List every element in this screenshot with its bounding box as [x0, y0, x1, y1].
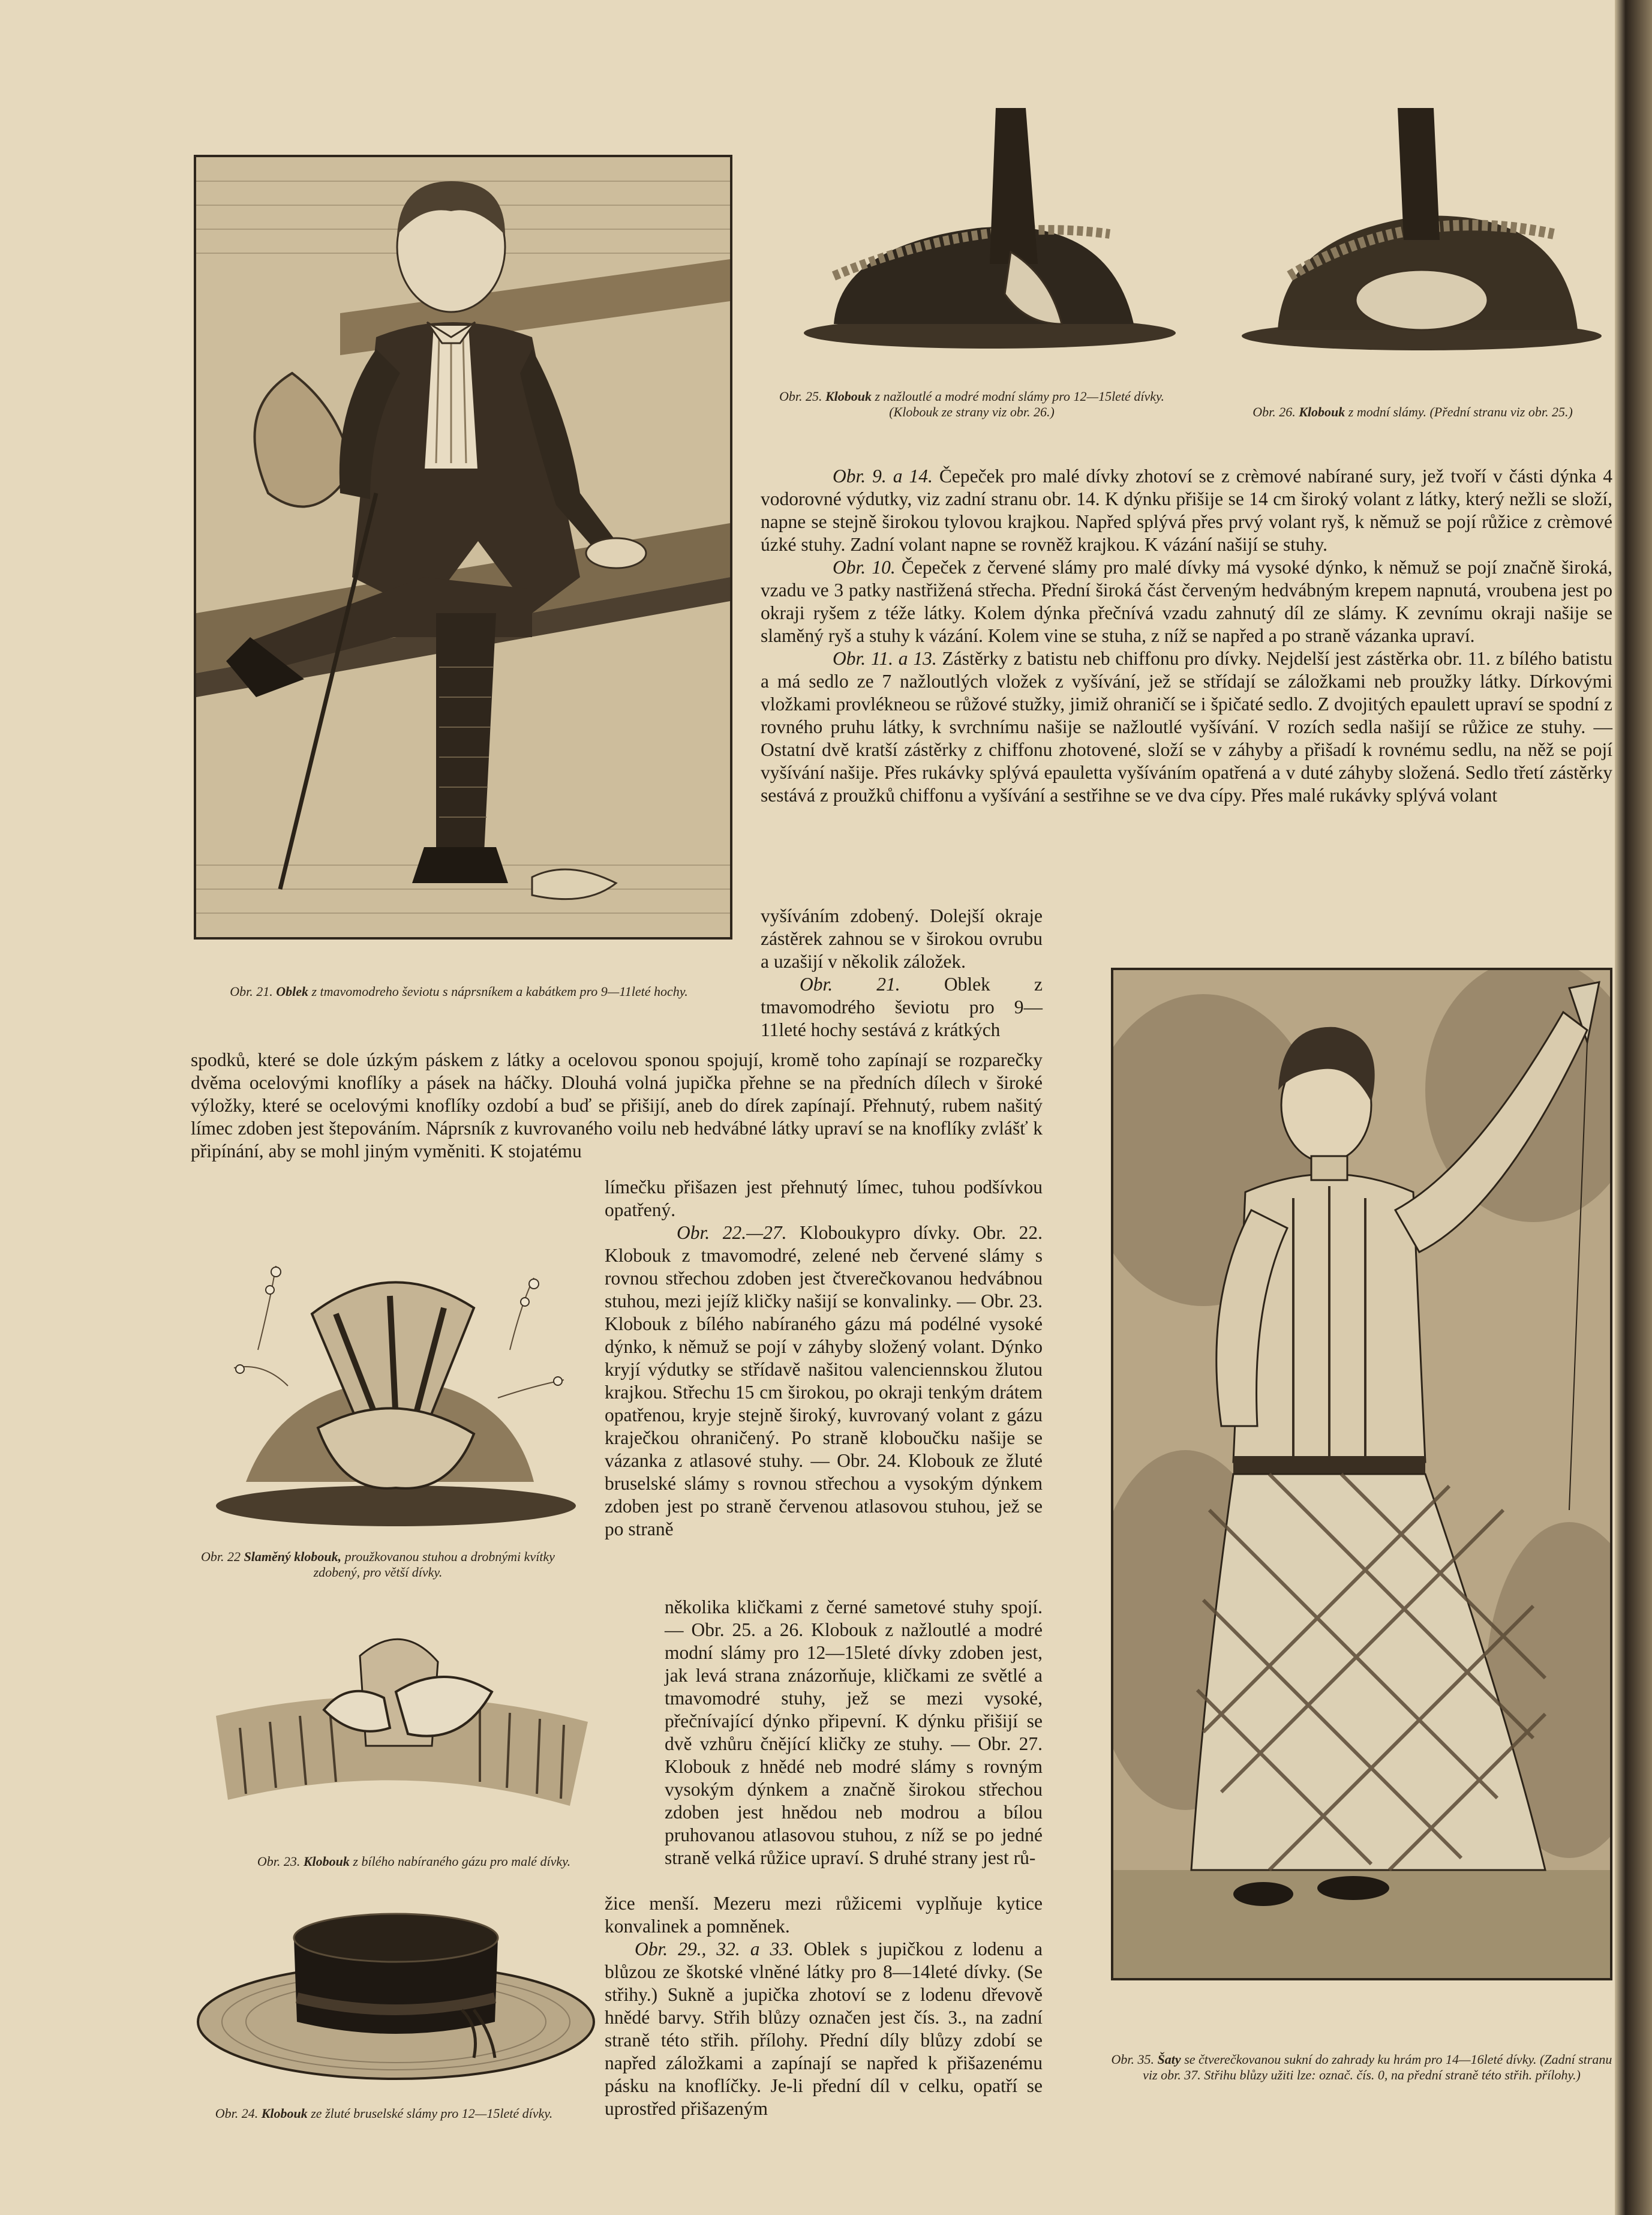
text-hats-end: žice menší. Mezeru mezi růžicemi vyplňuje kytice konvalinek a pomněnek. — [605, 1893, 1043, 1937]
ref-obr-11-13: Obr. 11. a 13. — [833, 648, 937, 669]
text-lower-column-3 — [605, 1892, 1043, 2120]
paragraph-caps — [761, 465, 1612, 556]
hat-side-engraving — [1230, 96, 1614, 354]
caption-fig23-bold: Klobouk — [303, 1854, 350, 1869]
figure-23-hat — [204, 1608, 600, 1824]
caption-fig24 — [186, 2106, 582, 2121]
gauze-hat-engraving — [204, 1608, 600, 1824]
ref-obr-21: Obr. 21. — [800, 974, 900, 995]
caption-fig35-text: se čtverečkovanou sukní do zahrady ku hrám pro 14—16leté dívky. (Zadní stranu viz obr. 37. Střihu blůzy užiti lze: označ. čís. 0, na přední straně této střih. přílohy.) — [1143, 2052, 1612, 2082]
girl-dress-engraving — [1113, 970, 1610, 1978]
text-boy-suit: Oblek z tmavomodrého ševiotu pro 9—11leté hochy sestává z krátkých — [761, 974, 1043, 1040]
text-loden-suit: Oblek s jupičkou z lodenu a blůzou ze škotské vlněné látky pro 8—14leté dívky. (Se střihy.) Sukně a jupička zhotoví se z lodenu dřevově hnědé barvy. Střih blůzy označen jest čís. 3., na zadní straně této střih. přílohy. Přední díly blůzy zdobí se napřed záložkami a zapínají se napřed k přišazenému pásku na knoflíčky. Je-li přední díl v celku, opatří se uprostřed přišazeným — [605, 1938, 1043, 2119]
paragraph-red-cap — [761, 556, 1612, 647]
caption-fig25-label: Obr. 25. — [779, 389, 822, 404]
figure-22-hat — [198, 1230, 588, 1530]
text-boy-suit-end: límečku přišazen jest přehnutý límec, tuhou podšívkou opatřený. — [605, 1176, 1043, 1220]
hat-front-engraving — [798, 96, 1182, 354]
caption-fig22-label: Obr. 22 — [201, 1549, 241, 1564]
caption-fig25 — [774, 389, 1170, 420]
text-aprons: Zástěrky z batistu neb chiffonu pro dívky. Nejdelší jest zástěrka obr. 11. z bílého batistu a má sedlo ze 7 nažloutlých vložek z vyšívání, jež se střídají se záložkami neb proužky látky. Dírkovými vložkami provlékneou se růžové stužky, jimiž ohraničí se i špičaté sedlo. Z dvojitých epaulett upraví se spodní z rovného pruhu látky, k svrchnímu našije se nažloutlé vyšívání. V rozích sedla našijí se růžice ze stuhy. — Ostatní dvě kratší zástěrky z chiffonu zhotovené, složí se v záhyby a přišadí k rovnému sedlu, na něž se pojí vyšívání našije. Přes rukávky splývá epauletta vyšíváním opatřená a v duté záhyby složená. Sedlo třetí zástěrky sestává z proužků chiffonu a vyšívání a sestřihne se ve dva cípy. Přes malé rukávky splývá volant — [761, 648, 1613, 806]
text-caps-1: Čepeček pro malé dívky zhotoví se z crèmové nabírané sury, jež tvoří v části dýnka 4 vodorovné výdutky, viz zadní stranu obr. 14. K dýnku přišije se 14 cm široký volant z látky, který nežli se složí, napne se stejně širokou tylovou krajkou. Napřed splývá přes prvý volant ryš, k němuž se pojí růžice z crèmové úzké stuhy. Zadní volant napne se rovněž krajkou. K vázání našijí se stuhy. — [761, 466, 1613, 555]
caption-fig21 — [189, 984, 729, 1000]
figure-26-hat — [1230, 96, 1614, 354]
text-narrow-column — [761, 905, 1043, 1042]
caption-fig24-bold: Klobouk — [261, 2106, 308, 2121]
caption-fig25-bold: Klobouk — [825, 389, 872, 404]
caption-fig26-text: z modní slámy. (Přední stranu viz obr. 25.) — [1348, 404, 1573, 419]
text-boy-suit-cont: spodků, které se dole úzkým páskem z látky a ocelovou sponou spojují, kromě toho zapínají se rozparečky dvěma ocelovými knoflíky a pásek na háčky. Dlouhá volná jupička přehne se na předních dílech v široké výložky, které se ocelovými knoflíky ozdobí a buď se přišijí, aneb do dírek zapínají. Přehnutý, rubem našitý límec zdoben jest štepováním. Náprsník z kuvrovaného voilu neb hedvábné látky upraví se na knoflíky zvlášť k připínání, aby se mohl jiným vyměniti. K stojatému — [191, 1049, 1043, 1161]
figure-21-boy-suit — [194, 155, 732, 940]
caption-fig24-label: Obr. 24. — [215, 2106, 259, 2121]
boater-hat-engraving — [192, 1896, 600, 2088]
figure-24-hat — [192, 1896, 600, 2088]
caption-fig35 — [1104, 2052, 1620, 2083]
figure-25-hat — [798, 96, 1182, 354]
figure-35-girl-dress — [1111, 968, 1612, 1980]
straw-hat-engraving — [198, 1230, 588, 1530]
caption-fig24-text: ze žluté bruselské slámy pro 12—15leté dívky. — [311, 2106, 553, 2121]
caption-fig35-bold: Šaty — [1157, 2052, 1181, 2067]
caption-fig26-label: Obr. 26. — [1252, 404, 1296, 419]
caption-fig21-label: Obr. 21. — [230, 984, 273, 999]
text-mid-wide — [191, 1049, 1043, 1163]
text-hats: Kloboukypro dívky. Obr. 22. Klobouk z tmavomodré, zelené neb červené slámy s rovnou střechou zdoben jest čtverečkovanou hedvábnou stuhou, mezi jejíž kličky našijí se konvalinky. — Obr. 23. Klobouk z bílého nabíraného gázu má podélné vysoké dýnko, k němuž se pojí v záhyby složený volant. Dýnko kryjí výdutky se střídavě našitou valenciennskou žlutou krajkou. Střechu 15 cm širokou, po okraji tenkým drátem opatřenou, kryje stejně široký, kuvrovaný volant z gázu kraječkou ohraničený. Po straně kloboučku našije se vázanka z atlasové stuhy. — Obr. 24. Klobouk ze žluté bruselské slámy s rovnou střechou a vysokým dýnkem zdoben jest po straně červenou atlasovou stuhou, jež se po straně — [605, 1222, 1043, 1539]
text-caps-2: Čepeček z červené slámy pro malé dívky má vysoké dýnko, k němuž se pojí značně široká, vzadu ve 3 patky nastřižená střecha. Přední široká část červeným hedvábným krepem napnutá, vroubena jest po okraji ryšem z téže látky. Kolem dýnka přečnívá vzadu zahnutý díl ze slámy. K zevnímu okraji našije se slaměný ryš a stuhy k vázání. Kolem vine se stuha, z níž se napřed a po straně vázanka upraví. — [761, 557, 1613, 646]
caption-fig21-bold: Oblek — [276, 984, 308, 999]
caption-fig26 — [1224, 404, 1602, 420]
ref-obr-10: Obr. 10. — [833, 557, 896, 578]
caption-fig23-label: Obr. 23. — [257, 1854, 301, 1869]
caption-fig25-text: z nažloutlé a modré modní slámy pro 12—15leté dívky. (Klobouk ze strany viz obr. 26.) — [875, 389, 1165, 419]
caption-fig22-bold: Slaměný klobouk, — [244, 1549, 342, 1564]
paragraph-hats — [605, 1221, 1043, 1541]
ref-obr-9-14: Obr. 9. a 14. — [833, 466, 933, 487]
text-lower-column-2 — [665, 1596, 1043, 1869]
page-edge — [1615, 0, 1652, 2215]
caption-fig22-text: proužkovanou stuhou a drobnými kvítky zdobený, pro větší dívky. — [313, 1549, 555, 1580]
text-hats-cont: několika kličkami z černé sametové stuhy spojí. — Obr. 25. a 26. Klobouk z nažloutlé a modré modní slámy pro 12—15leté dívky zdoben jest, jak levá strana znázorňuje, kličkami ze světlé a tmavomodré stuhy, jež se mezi vysoké, přečnívající dýnko připevní. K dýnku přišijí se dvě vzhůru čnějící kličky ze stuhy. — Obr. 27. Klobouk z hnědé neb modré slámy s rovným vysokým dýnkem a značně širokou střechou zdoben jest hnědou neb modrou a bílou pruhovanou atlasovou stuhou, z níž se po jedné straně velká růžice upraví. S druhé strany jest rů- — [665, 1596, 1043, 1868]
text-aprons-end: vyšíváním zdobený. Dolejší okraje zástěrek zahnou se v širokou ovrubu a uzašijí v několik záložek. — [761, 905, 1043, 972]
caption-fig23 — [186, 1854, 642, 1869]
boy-suit-engraving — [196, 157, 730, 937]
text-top-column — [761, 465, 1612, 807]
ref-obr-22-27: Obr. 22.—27. — [677, 1222, 787, 1243]
paragraph-loden-suit — [605, 1938, 1043, 2120]
paragraph-aprons — [761, 647, 1612, 807]
caption-fig35-label: Obr. 35. — [1111, 2052, 1155, 2067]
ref-obr-29-32-33: Obr. 29., 32. a 33. — [635, 1938, 794, 1959]
caption-fig21-text: z tmavomodreho ševiotu s náprsníkem a kabátkem pro 9—11leté hochy. — [311, 984, 688, 999]
caption-fig26-bold: Klobouk — [1299, 404, 1345, 419]
caption-fig23-text: z bílého nabíraného gázu pro malé dívky. — [353, 1854, 571, 1869]
caption-fig22 — [186, 1549, 570, 1580]
paragraph-boy-suit — [761, 973, 1043, 1042]
text-lower-column — [605, 1176, 1043, 1541]
